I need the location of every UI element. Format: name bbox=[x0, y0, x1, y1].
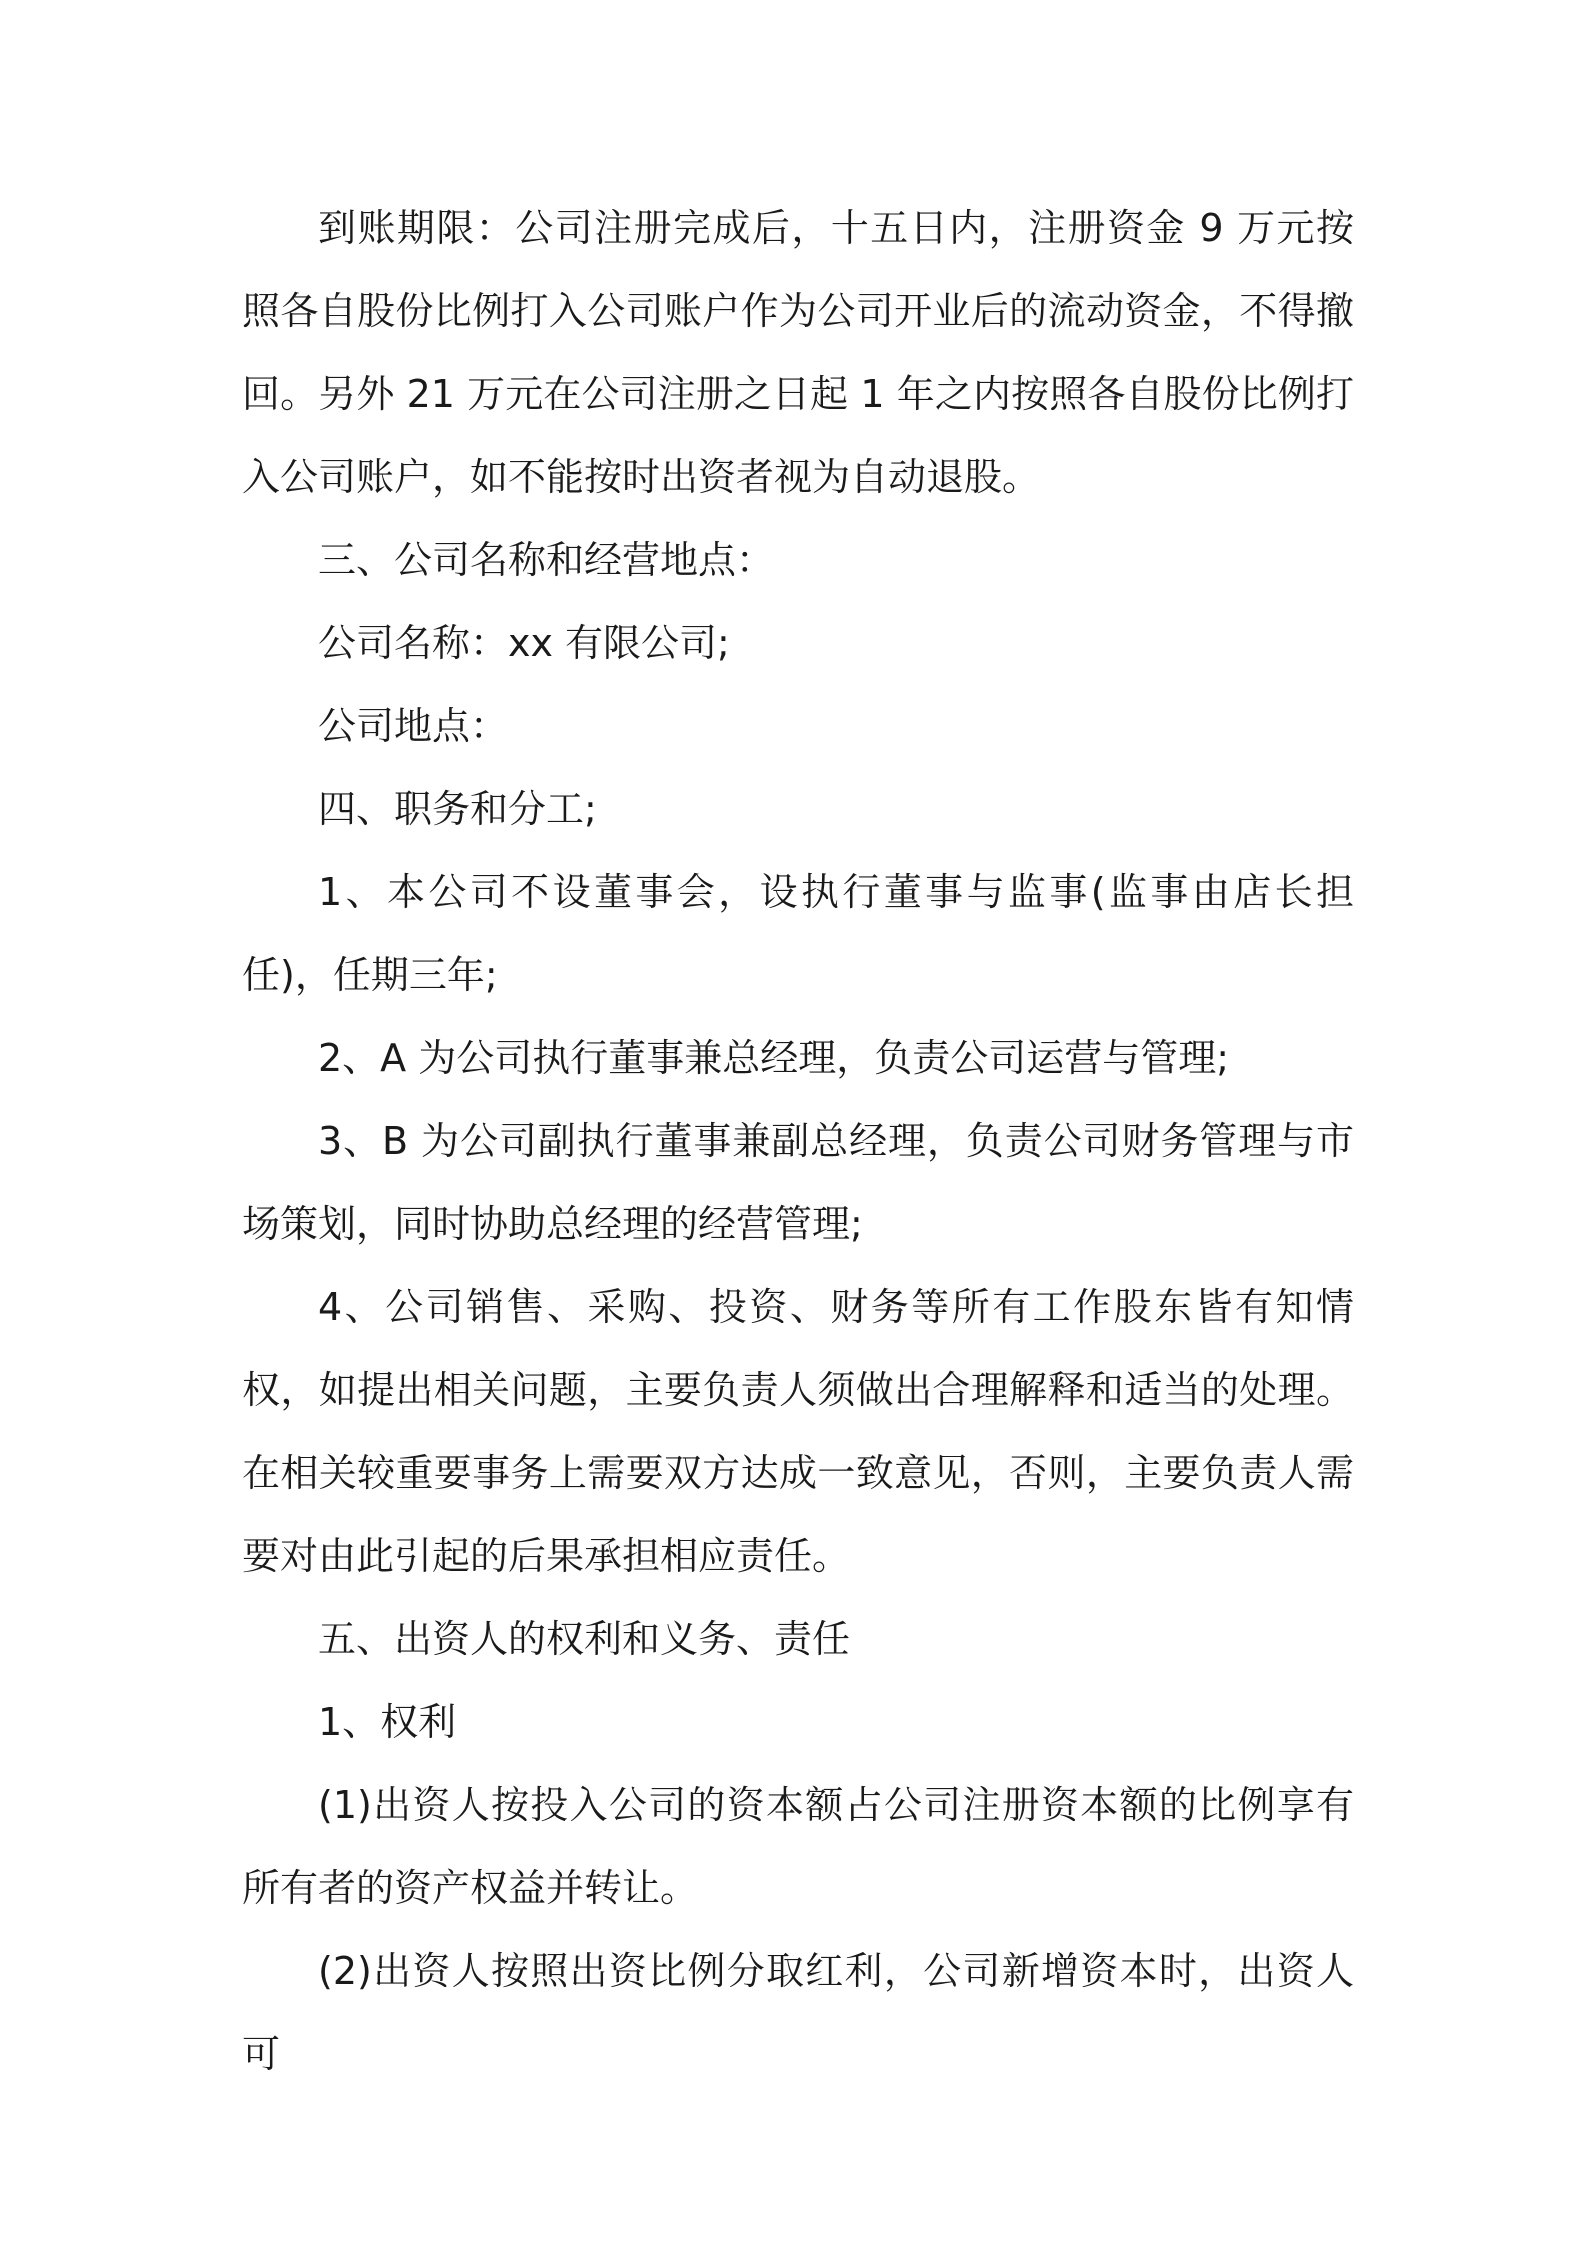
heading-investor-rights-obligations: 五、出资人的权利和义务、责任 bbox=[318, 1617, 851, 1661]
paragraph-company-location: 公司地点： bbox=[318, 704, 509, 748]
paragraph-duty-1: 1、本公司不设董事会，设执行董事与监事(监事由店长担任)，任期三年; bbox=[242, 870, 1354, 997]
paragraph-payment-deadline: 到账期限：公司注册完成后，十五日内，注册资金 9 万元按照各自股份比例打入公司账户作为公司开业后的流动资金，不得撤回。另外 21 万元在公司注册之日起 1 年之内按照各自股份比例打入公司账户，如不能按时出资者视为自动退股。 bbox=[242, 206, 1354, 499]
heading-company-name-and-location: 三、公司名称和经营地点： bbox=[318, 538, 775, 582]
paragraph-right-2: (2)出资人按照出资比例分取红利，公司新增资本时，出资人可 bbox=[242, 1949, 1354, 2076]
heading-duties-and-division: 四、职务和分工; bbox=[318, 787, 597, 831]
paragraph-company-name: 公司名称：xx 有限公司; bbox=[318, 621, 730, 665]
paragraph-right-1: (1)出资人按投入公司的资本额占公司注册资本额的比例享有所有者的资产权益并转让。 bbox=[242, 1783, 1354, 1910]
paragraph-duty-2: 2、A 为公司执行董事兼总经理，负责公司运营与管理; bbox=[318, 1036, 1230, 1080]
paragraph-duty-4: 4、公司销售、采购、投资、财务等所有工作股东皆有知情权，如提出相关问题，主要负责人须做出合理解释和适当的处理。在相关较重要事务上需要双方达成一致意见，否则，主要负责人需要对由此引起的后果承担相应责任。 bbox=[242, 1285, 1354, 1578]
paragraph-duty-3: 3、B 为公司副执行董事兼副总经理，负责公司财务管理与市场策划，同时协助总经理的经营管理; bbox=[242, 1119, 1354, 1246]
document-body bbox=[242, 187, 1354, 2096]
heading-rights: 1、权利 bbox=[318, 1700, 457, 1744]
